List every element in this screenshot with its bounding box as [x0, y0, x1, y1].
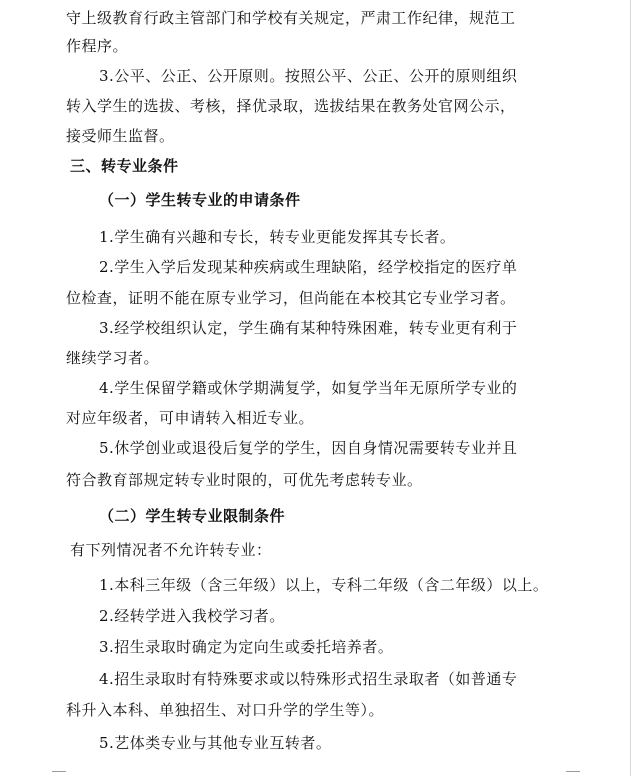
paragraph-line: 5.休学创业或退役后复学的学生，因自身情况需要转专业并且: [99, 439, 518, 457]
paragraph-line: 对应年级者，可申请转入相近专业。: [66, 409, 315, 427]
page-corner-mark-right: [566, 771, 580, 776]
paragraph-line: 作程序。: [66, 37, 129, 55]
paragraph-line: 2.学生入学后发现某种疾病或生理缺陷，经学校指定的医疗单: [99, 258, 518, 276]
paragraph-line: 位检查，证明不能在原专业学习，但尚能在本校其它专业学习者。: [66, 289, 516, 307]
paragraph-line: 3.招生录取时确定为定向生或委托培养者。: [99, 638, 394, 656]
paragraph-line: 1.本科三年级（含三年级）以上，专科二年级（含二年级）以上。: [99, 576, 549, 594]
paragraph-line: 转入学生的选拔、考核，择优录取，选拔结果在教务处官网公示，: [66, 97, 516, 115]
paragraph-line: 符合教育部规定转专业时限的，可优先考虑转专业。: [66, 471, 423, 489]
paragraph-line: 2.经转学进入我校学习者。: [99, 607, 285, 625]
paragraph-line: 科升入本科、单独招生、对口升学的学生等）。: [66, 701, 385, 719]
paragraph-line: 有下列情况者不允许转专业：: [70, 541, 272, 559]
paragraph-line: 3.公平、公正、公开原则。按照公平、公正、公开的原则组织: [99, 67, 518, 85]
page-corner-mark-left: [52, 771, 66, 776]
paragraph-line: 4.招生录取时有特殊要求或以特殊形式招生录取者（如普通专: [99, 670, 518, 688]
section-heading: （一）学生转专业的申请条件: [99, 191, 301, 209]
section-heading: 三、转专业条件: [70, 157, 179, 175]
paragraph-line: 接受师生监督。: [66, 127, 175, 145]
section-heading: （二）学生转专业限制条件: [99, 507, 286, 525]
paragraph-line: 继续学习者。: [66, 349, 160, 367]
paragraph-line: 守上级教育行政主管部门和学校有关规定，严肃工作纪律，规范工: [66, 9, 516, 27]
paragraph-line: 5.艺体类专业与其他专业互转者。: [99, 734, 332, 752]
paragraph-line: 4.学生保留学籍或休学期满复学，如复学当年无原所学专业的: [99, 379, 518, 397]
paragraph-line: 3.经学校组织认定，学生确有某种特殊困难，转专业更有利于: [99, 319, 518, 337]
paragraph-line: 1.学生确有兴趣和专长，转专业更能发挥其专长者。: [99, 228, 456, 246]
